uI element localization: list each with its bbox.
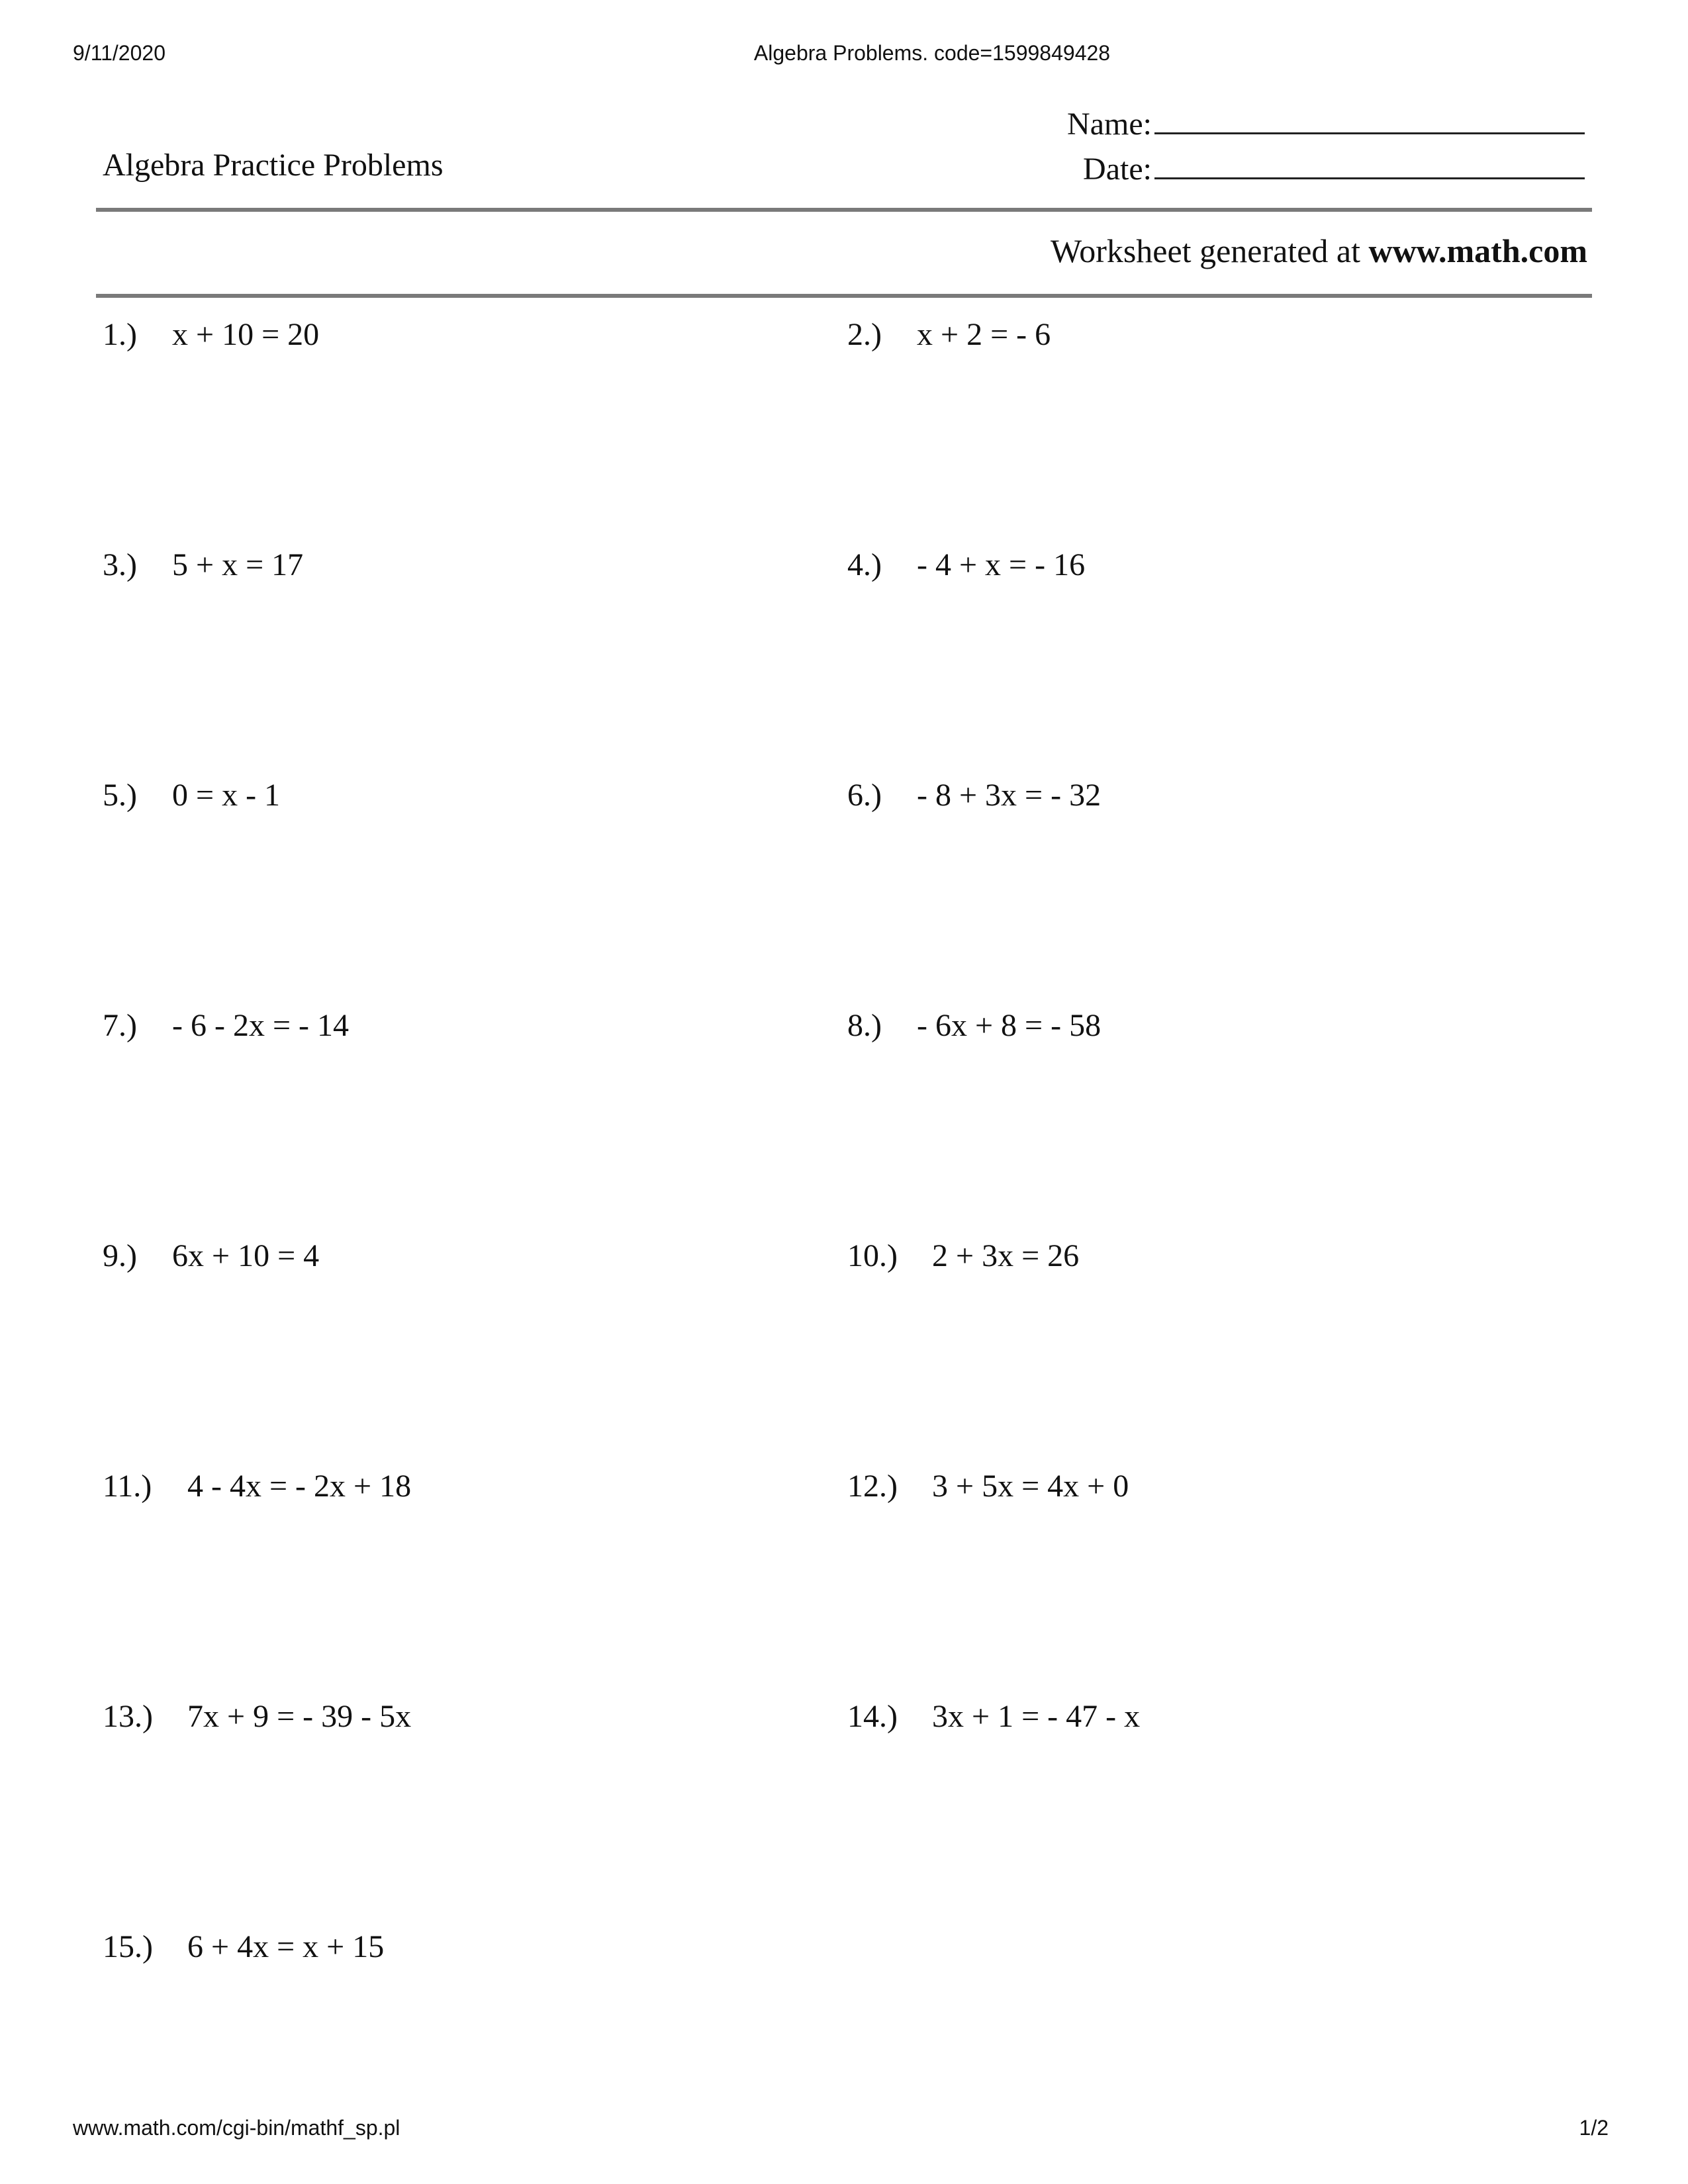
problem-equation: x + 2 = - 6: [917, 317, 1051, 352]
problem-number: 6.): [847, 778, 882, 813]
print-page-number: 1/2: [1579, 2116, 1609, 2140]
problem-equation: 5 + x = 17: [172, 547, 304, 582]
problem-equation: - 4 + x = - 16: [917, 547, 1086, 582]
problem-item: [103, 1238, 319, 1274]
problem-number: 1.): [103, 317, 137, 352]
name-blank-line: [1154, 102, 1585, 134]
problem-equation: - 6x + 8 = - 58: [917, 1008, 1102, 1043]
problem-number: 13.): [103, 1699, 153, 1734]
problem-number: 10.): [847, 1238, 898, 1273]
print-footer: [0, 2116, 1688, 2145]
problem-equation: 4 - 4x = - 2x + 18: [187, 1469, 412, 1504]
problem-number: 5.): [103, 778, 137, 813]
problem-item: [847, 547, 1085, 583]
problem-equation: 7x + 9 = - 39 - 5x: [187, 1699, 412, 1734]
problem-equation: - 8 + 3x = - 32: [917, 778, 1102, 813]
problem-number: 14.): [847, 1699, 898, 1734]
problem-equation: x + 10 = 20: [172, 317, 320, 352]
problem-item: [847, 1007, 1101, 1044]
print-date: 9/11/2020: [73, 41, 165, 65]
problem-item: [103, 316, 319, 353]
problem-number: 3.): [103, 547, 137, 582]
problem-number: 4.): [847, 547, 882, 582]
problem-equation: 6 + 4x = x + 15: [187, 1929, 385, 1964]
header-divider-top: [96, 208, 1592, 212]
problem-number: 2.): [847, 317, 882, 352]
worksheet-title: Algebra Practice Problems: [103, 148, 444, 183]
problem-item: [103, 1468, 411, 1504]
problem-item: [103, 777, 280, 813]
problem-equation: 2 + 3x = 26: [932, 1238, 1080, 1273]
problem-equation: 3 + 5x = 4x + 0: [932, 1469, 1129, 1504]
worksheet-credit: [1051, 232, 1587, 270]
print-url: www.math.com/cgi-bin/mathf_sp.pl: [73, 2116, 400, 2140]
print-page-title: Algebra Problems. code=1599849428: [753, 41, 1111, 65]
problem-equation: 3x + 1 = - 47 - x: [932, 1699, 1141, 1734]
date-blank-line: [1154, 147, 1585, 179]
problem-item: [847, 777, 1101, 813]
problem-item: [103, 1698, 411, 1735]
problem-item: [103, 547, 303, 583]
problem-number: 9.): [103, 1238, 137, 1273]
problem-number: 15.): [103, 1929, 153, 1964]
name-label: Name:: [1067, 107, 1152, 142]
header-divider-bottom: [96, 294, 1592, 298]
credit-prefix: Worksheet generated at: [1051, 232, 1369, 269]
problem-number: 11.): [103, 1469, 152, 1504]
problem-number: 8.): [847, 1008, 882, 1043]
problem-item: [103, 1007, 349, 1044]
problem-equation: 6x + 10 = 4: [172, 1238, 320, 1273]
problem-item: [847, 1468, 1129, 1504]
name-field-row: [1046, 102, 1589, 142]
problem-item: [847, 1698, 1140, 1735]
print-header: [0, 41, 1688, 70]
problem-number: 12.): [847, 1469, 898, 1504]
problem-number: 7.): [103, 1008, 137, 1043]
date-field-row: [1046, 147, 1589, 187]
problem-item: [847, 1238, 1079, 1274]
problem-item: [847, 316, 1051, 353]
credit-site: www.math.com: [1368, 232, 1587, 269]
problem-equation: 0 = x - 1: [172, 778, 281, 813]
problem-equation: - 6 - 2x = - 14: [172, 1008, 350, 1043]
problem-item: [103, 1929, 384, 1965]
date-label: Date:: [1083, 152, 1152, 187]
